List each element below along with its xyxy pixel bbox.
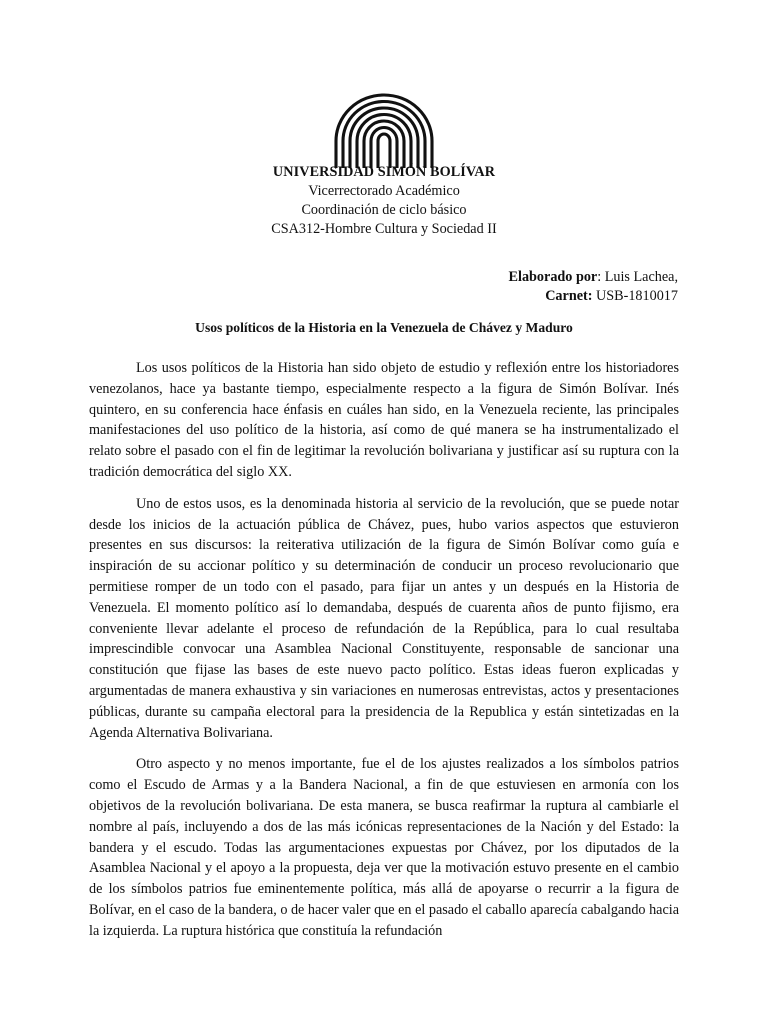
carnet-line (509, 287, 678, 306)
author-block (509, 268, 678, 306)
vicerrectorado-line: Vicerrectorado Académico (308, 183, 460, 199)
coordinacion-line: Coordinación de ciclo básico (301, 202, 467, 218)
university-name: UNIVERSIDAD SIMÓN BOLÍVAR (272, 164, 496, 180)
institution-header (0, 163, 768, 239)
carnet-label: Carnet: (545, 288, 593, 304)
university-logo-icon (333, 92, 435, 168)
paragraph: Los usos políticos de la Historia han sido objeto de estudio y reflexión entre los historiadores venezolanos, hace ya bastante tiempo, especialmente respecto a la figura de Simón Bolívar. Inés quintero, en su conferencia hace énfasis en cuáles han sido, en la Venezuela reciente, las principales manifestaciones del uso político de la historia, así como de qué manera se ha instrumentalizado el relato sobre el pasado con el fin de legitimar la revolución bolivariana y justificar así su ruptura con la tradición democrática del siglo XX. (89, 360, 679, 480)
paragraph: Otro aspecto y no menos importante, fue el de los ajustes realizados a los símbolos patrios como el Escudo de Armas y a la Bandera Nacional, a fin de que estuviesen en armonía con los objetivos de la revolución bolivariana. De esta manera, se busca reafirmar la ruptura al cambiarle el nombre al país, incluyendo a dos de las más icónicas representaciones de la Nación y del Estado: la bandera y el escudo. Todas las argumentaciones expuestas por Chávez, por los diputados de la Asamblea Nacional y el apoyo a la propuesta, deja ver que la motivación estuvo presente en el cambio de los símbolos patrios fue eminentemente política, más allá de apoyarse o recurrir a la figura de Bolívar, en el caso de la bandera, o de hacer valer que en el pasado el caballo aparecía cabalgando hacia la izquierda. La ruptura histórica que constituía la refundación (89, 756, 679, 939)
carnet-value: USB-1810017 (592, 288, 678, 304)
document-title: Usos políticos de la Historia en la Venezuela de Chávez y Maduro (195, 320, 573, 335)
elaborado-value: : Luis Lachea, (597, 269, 678, 285)
paragraph: Uno de estos usos, es la denominada historia al servicio de la revolución, que se puede notar desde los inicios de la actuación pública de Chávez, pues, hubo varios aspectos que estuvieron presentes en sus discursos: la reiterativa utilización de la figura de Simón Bolívar como guía e inspiración de su accionar político y su determinación de conducir un proceso revolucionario que permitiese romper de un todo con el pasado, para fijar un antes y un después en la Historia de Venezuela. El momento político así lo demandaba, después de cuarenta años de punto fijismo, era conveniente llevar adelante el proceso de refundación de la República, para lo cual resultaba imprescindible convocar una Asamblea Nacional Constituyente, responsable de sancionar una constitución que fijase las bases de este nuevo pacto político. Estas ideas fueron explicadas y argumentadas de manera exhaustiva y sin variaciones en numerosas entrevistas, actos y presentaciones públicas, durante su campaña electoral para la presidencia de la Republica y están sintetizadas en la Agenda Alternativa Bolivariana. (89, 495, 679, 741)
document-body (89, 358, 679, 953)
course-line: CSA312-Hombre Cultura y Sociedad II (271, 221, 497, 237)
elaborado-line (509, 268, 678, 287)
elaborado-label: Elaborado por (508, 269, 598, 285)
